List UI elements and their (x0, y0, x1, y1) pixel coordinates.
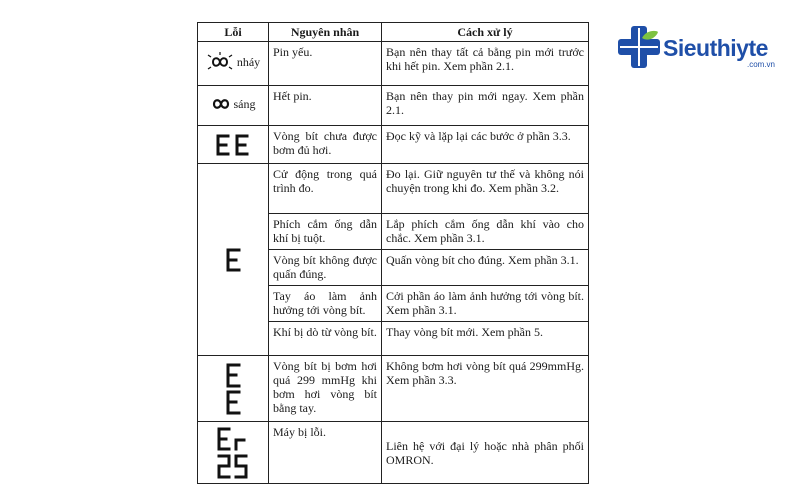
error-code-e-icon (225, 247, 241, 273)
cause-cell: Vòng bít bị bơm hơi quá 299 mmHg khi bơm hơi vòng bít bằng tay. (269, 356, 382, 422)
error-code-er25-icon (216, 426, 250, 480)
table-row (198, 126, 589, 164)
cause-cell: Khí bị dò từ vòng bít. (269, 322, 382, 356)
fix-cell: Liên hệ với đại lý hoặc nhà phân phối OMRON. (382, 422, 589, 484)
error-symbol-cell (198, 86, 269, 126)
error-symbol-cell (198, 42, 269, 86)
cause-cell: Pin yếu. (269, 42, 382, 86)
cause-cell: Cử động trong quá trình đo. (269, 164, 382, 214)
cause-cell: Tay áo làm ảnh hưởng tới vòng bít. (269, 286, 382, 322)
error-table (197, 22, 589, 484)
fix-cell: Đọc kỹ và lặp lại các bước ở phần 3.3. (382, 126, 589, 164)
symbol-label: sáng (233, 97, 256, 111)
error-symbol-cell (198, 126, 269, 164)
cause-cell: Vòng bít chưa được bơm đủ hơi. (269, 126, 382, 164)
table-row (198, 422, 589, 484)
table-row (198, 86, 589, 126)
fix-cell: Quấn vòng bít cho đúng. Xem phần 3.1. (382, 250, 589, 286)
table-row (198, 42, 589, 86)
cause-cell: Hết pin. (269, 86, 382, 126)
fix-cell: Không bơm hơi vòng bít quá 299mmHg. Xem phần 3.3. (382, 356, 589, 422)
header-cause: Nguyên nhân (269, 23, 382, 42)
fix-cell: Lắp phích cắm ống dẫn khí vào cho chắc. Xem phần 3.1. (382, 214, 589, 250)
fix-cell: Bạn nên thay pin mới ngay. Xem phần 2.1. (382, 86, 589, 126)
fix-cell: Đo lại. Giữ nguyên tư thế và không nói chuyện trong khi đo. Xem phần 3.2. (382, 164, 589, 214)
error-code-stacked-e-icon (225, 363, 241, 415)
cause-cell: Vòng bít không được quấn đúng. (269, 250, 382, 286)
battery-icon (211, 97, 231, 111)
cause-cell: Máy bị lỗi. (269, 422, 382, 484)
fix-cell: Thay vòng bít mới. Xem phần 5. (382, 322, 589, 356)
logo-brand-text: Sieuthiyte (663, 35, 768, 61)
header-fix: Cách xử lý (382, 23, 589, 42)
error-symbol-cell (198, 356, 269, 422)
symbol-label: nháy (236, 55, 261, 69)
table-row (198, 164, 589, 214)
fix-cell: Bạn nên thay tất cả bằng pin mới trước khi hết pin. Xem phần 2.1. (382, 42, 589, 86)
table-header-row (198, 23, 589, 42)
fix-cell: Cởi phần áo làm ảnh hưởng tới vòng bít. Xem phần 3.1. (382, 286, 589, 322)
error-symbol-cell (198, 422, 269, 484)
cause-cell: Phích cắm ống dẫn khí bị tuột. (269, 214, 382, 250)
table-row (198, 356, 589, 422)
error-code-ee-icon (215, 134, 251, 156)
medical-cross-logo-icon (616, 24, 662, 70)
logo-domain-text: .com.vn (747, 60, 776, 69)
header-error: Lỗi (198, 23, 269, 42)
blinking-battery-icon (206, 52, 234, 72)
sieuthiyte-logo (616, 14, 800, 74)
error-symbol-cell (198, 164, 269, 356)
